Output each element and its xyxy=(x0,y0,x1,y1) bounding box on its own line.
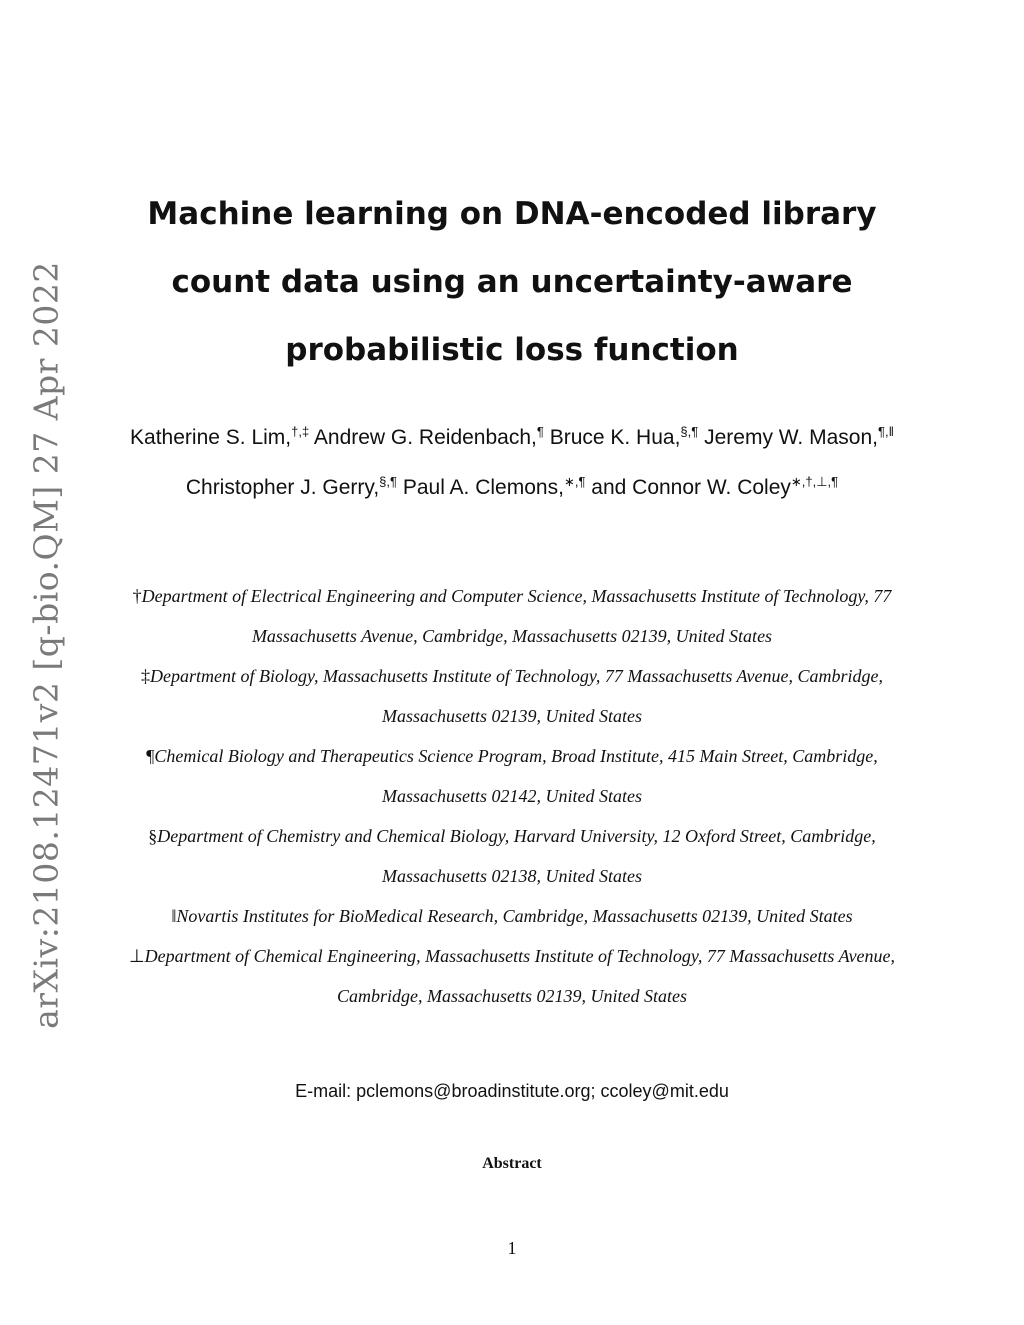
author-name: Katherine S. Lim, xyxy=(130,426,292,449)
contact-email: E-mail: pclemons@broadinstitute.org; ccoley@mit.edu xyxy=(295,1081,729,1101)
author-name: Jeremy W. Mason, xyxy=(704,426,878,449)
abstract-heading: Abstract xyxy=(482,1155,542,1172)
author-affiliation-marks: ¶,‖ xyxy=(877,424,894,439)
author-affiliation-marks: ¶ xyxy=(536,424,544,439)
paper-title: Machine learning on DNA-encoded library count data using an uncertainty-aware probabilistic loss function xyxy=(147,196,877,368)
page-number: 1 xyxy=(507,1238,517,1258)
author-affiliation-marks: ∗,†,⊥,¶ xyxy=(790,474,839,489)
author xyxy=(591,476,838,499)
author-affiliation-marks: †,‡ xyxy=(291,424,310,439)
author-affiliation-marks: ∗,¶ xyxy=(563,474,586,489)
affiliation xyxy=(112,936,912,1016)
author-name: Bruce K. Hua, xyxy=(549,426,681,449)
author-name: Andrew G. Reidenbach, xyxy=(313,426,537,449)
affiliation xyxy=(112,576,912,656)
affiliation-list xyxy=(112,576,912,1016)
affiliation-symbol: ‡ xyxy=(141,666,151,686)
affiliation-symbol: ⊥ xyxy=(128,946,145,966)
author-affiliation-marks: §,¶ xyxy=(680,424,699,439)
affiliation-text: Department of Electrical Engineering and Computer Science, Massachusetts Institute of Technology, 77 Massachusetts Avenue, Cambridge, Massachusetts 02139, United States xyxy=(141,586,892,646)
author-name: Christopher J. Gerry, xyxy=(185,476,380,499)
author xyxy=(704,426,894,449)
author-name: and Connor W. Coley xyxy=(591,476,791,499)
affiliation-text: Department of Biology, Massachusetts Institute of Technology, 77 Massachusetts Avenue, Cambridge, Massachusetts 02139, United States xyxy=(150,666,883,726)
affiliation-text: Department of Chemical Engineering, Massachusetts Institute of Technology, 77 Massachusetts Avenue, Cambridge, Massachusetts 02139, United States xyxy=(144,946,896,1006)
author xyxy=(550,426,699,449)
affiliation xyxy=(112,736,912,816)
affiliation xyxy=(112,656,912,736)
author xyxy=(403,476,586,499)
arxiv-identifier-stamp: arXiv:2108.12471v2 [q-bio.QM] 27 Apr 2022 xyxy=(26,261,66,1029)
affiliation-text: Novartis Institutes for BioMedical Research, Cambridge, Massachusetts 02139, United States xyxy=(176,906,853,926)
author xyxy=(186,476,397,499)
affiliation-symbol: † xyxy=(132,586,142,606)
author-affiliation-marks: §,¶ xyxy=(379,474,397,489)
affiliation-symbol: § xyxy=(148,826,158,846)
author-list xyxy=(112,413,912,513)
affiliation xyxy=(112,896,912,936)
affiliation-text: Chemical Biology and Therapeutics Science Program, Broad Institute, 415 Main Street, Cambridge, Massachusetts 02142, United States xyxy=(154,746,878,806)
author xyxy=(130,426,309,449)
affiliation xyxy=(112,816,912,896)
author xyxy=(314,426,544,449)
affiliation-text: Department of Chemistry and Chemical Biology, Harvard University, 12 Oxford Street, Cambridge, Massachusetts 02138, United States xyxy=(157,826,876,886)
affiliation-symbol: ¶ xyxy=(146,746,155,766)
author-name: Paul A. Clemons, xyxy=(402,476,564,499)
affiliation-symbol: ‖ xyxy=(171,906,177,926)
